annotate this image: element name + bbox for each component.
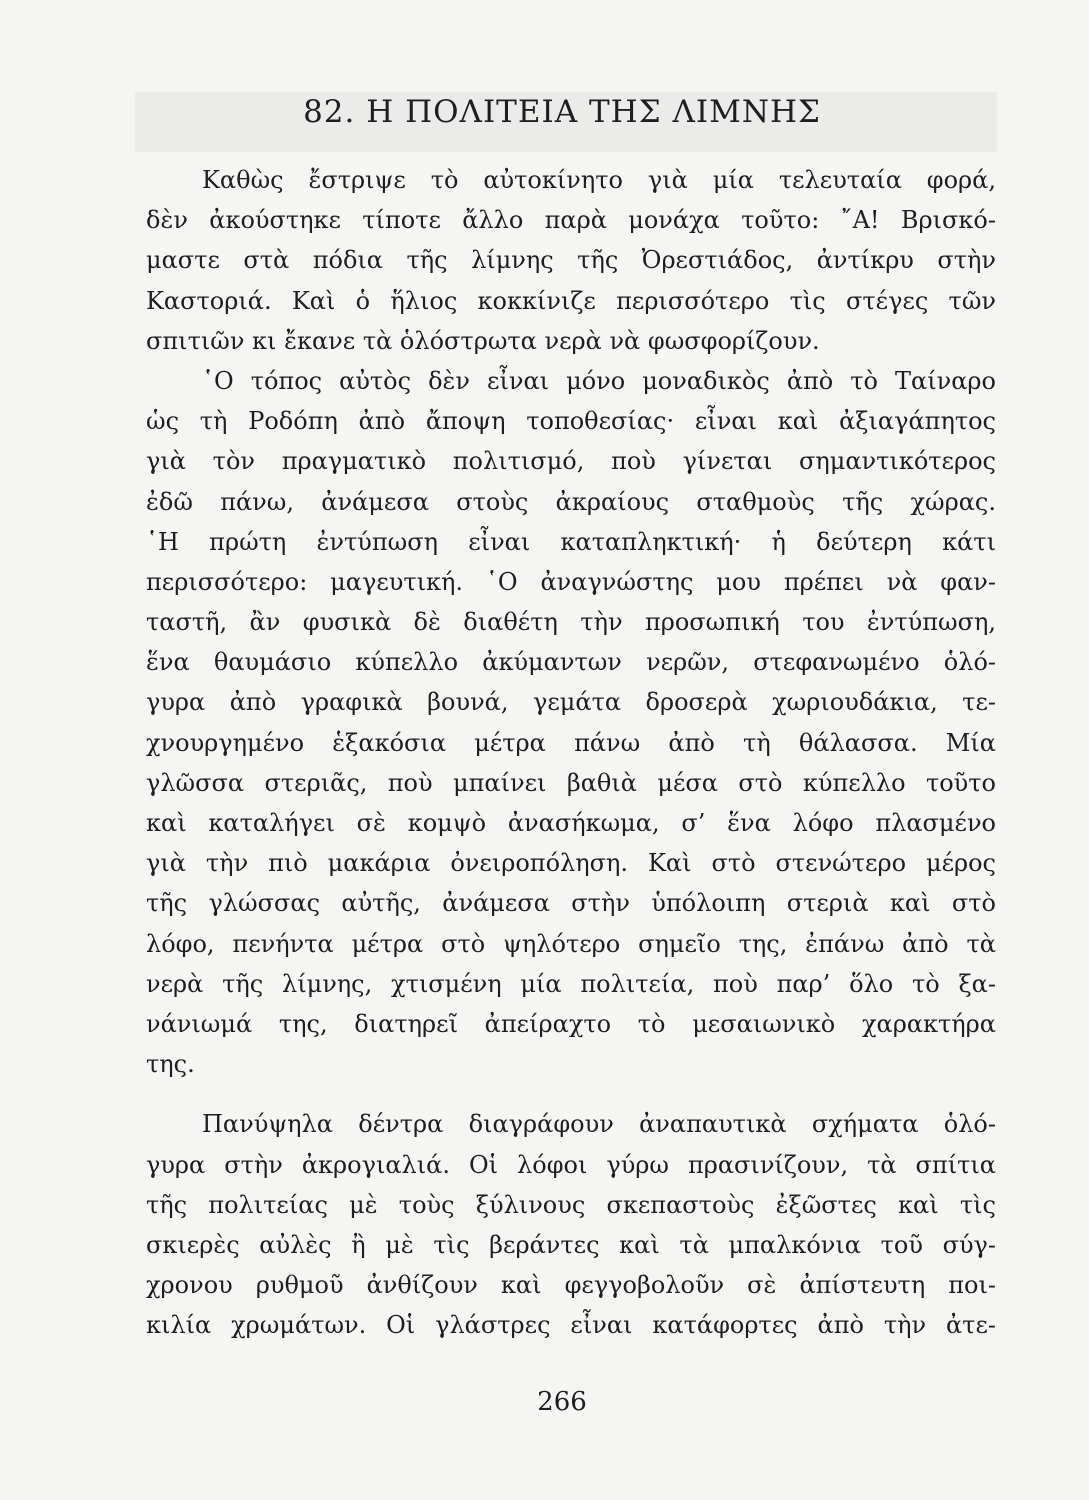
text-line: καὶ καταλήγει σὲ κομψὸ ἀνασήκωμα, σ’ ἕνα λόφο πλασμένο <box>146 809 996 837</box>
text-line: δὲν ἀκούστηκε τίποτε ἄλλο παρὰ μονάχα τοῦτο: ῎Α! Βρισκό- <box>146 206 996 235</box>
text-line: περισσότερο: μαγευτική. ῾Ο ἀναγνώστης μου πρέπει νὰ φαν- <box>146 567 996 596</box>
page-number: 266 <box>537 1387 587 1417</box>
text-line: ῾Ο τόπος αὐτὸς δὲν εἶναι μόνο μοναδικὸς ἀπὸ τὸ Ταίναρο <box>202 366 996 395</box>
text-line: Πανύψηλα δέντρα διαγράφουν ἀναπαυτικὰ σχήματα ὁλό- <box>202 1110 996 1139</box>
text-line: κιλία χρωμάτων. Οἱ γλάστρες εἶναι κατάφορτες ἀπὸ τὴν ἀτε- <box>146 1311 996 1340</box>
text-line: γλῶσσα στεριᾶς, ποὺ μπαίνει βαθιὰ μέσα στὸ κύπελλο τοῦτο <box>146 768 996 797</box>
text-line: ὡς τὴ Ροδόπη ἀπὸ ἄποψη τοποθεσίας· εἶναι καὶ ἀξιαγάπητος <box>146 407 996 436</box>
text-line: λόφο, πενήντα μέτρα στὸ ψηλότερο σημεῖο της, ἐπάνω ἀπὸ τὰ <box>146 929 996 958</box>
text-line: ἐδῶ πάνω, ἀνάμεσα στοὺς ἀκραίους σταθμοὺς τῆς χώρας. <box>146 487 996 516</box>
text-line: νάνιωμά της, διατηρεῖ ἀπείραχτο τὸ μεσαιωνικὸ χαρακτήρα <box>146 1009 996 1038</box>
paragraph-2 <box>146 361 996 1084</box>
paragraph-gap <box>146 1084 996 1104</box>
text-line: ταστῆ, ἂν φυσικὰ δὲ διαθέτη τὴν προσωπική του ἐντύπωση, <box>146 608 996 637</box>
text-line: γυρα ἀπὸ γραφικὰ βουνά, γεμάτα δροσερὰ χωριουδάκια, τε- <box>146 688 996 717</box>
text-line: νερὰ τῆς λίμνης, χτισμένη μία πολιτεία, ποὺ παρ’ ὅλο τὸ ξα- <box>146 969 996 998</box>
text-line: ἕνα θαυμάσιο κύπελλο ἀκύμαντων νερῶν, στεφανωμένο ὁλό- <box>146 648 996 677</box>
text-line: Καστοριά. Καὶ ὁ ἥλιος κοκκίνιζε περισσότερο τὶς στέγες τῶν <box>146 286 996 315</box>
text-line: τῆς γλώσσας αὐτῆς, ἀνάμεσα στὴν ὑπόλοιπη στεριὰ καὶ στὸ <box>146 889 996 918</box>
text-line: τῆς πολιτείας μὲ τοὺς ξύλινους σκεπαστοὺς ἐξῶστες καὶ τὶς <box>146 1190 996 1219</box>
text-line: χνουργημένο ἑξακόσια μέτρα πάνω ἀπὸ τὴ θάλασσα. Μία <box>146 728 996 757</box>
paragraph-3 <box>146 1104 996 1345</box>
chapter-title: 82. Η ΠΟΛΙΤΕΙΑ ΤΗΣ ΛΙΜΝΗΣ <box>303 94 821 130</box>
text-line: χρονου ρυθμοῦ ἀνθίζουν καὶ φεγγοβολοῦν σὲ ἀπίστευτη ποι- <box>146 1271 996 1300</box>
text-line: γιὰ τὴν πιὸ μακάρια ὀνειροπόληση. Καὶ στὸ στενώτερο μέρος <box>146 849 996 878</box>
text-line: της. <box>146 1050 195 1079</box>
text-line: γιὰ τὸν πραγματικὸ πολιτισμό, ποὺ γίνεται σημαντικότερος <box>146 447 996 476</box>
text-line: μαστε στὰ πόδια τῆς λίμνης τῆς Ὀρεστιάδος, ἀντίκρυ στὴν <box>146 246 996 275</box>
text-line: σπιτιῶν κι ἔκανε τὰ ὁλόστρωτα νερὰ νὰ φωσφορίζουν. <box>146 326 820 355</box>
text-line: ῾Η πρώτη ἐντύπωση εἶναι καταπληκτική· ἡ δεύτερη κάτι <box>146 527 996 556</box>
text-line: γυρα στὴν ἀκρογιαλιά. Οἱ λόφοι γύρω πρασινίζουν, τὰ σπίτια <box>146 1150 996 1179</box>
body-text <box>146 160 996 1345</box>
text-line: σκιερὲς αὐλὲς ἢ μὲ τὶς βεράντες καὶ τὰ μπαλκόνια τοῦ σύγ- <box>146 1230 996 1259</box>
text-line: Καθὼς ἔστριψε τὸ αὐτοκίνητο γιὰ μία τελευταία φορά, <box>202 166 996 194</box>
paragraph-1 <box>146 160 996 361</box>
